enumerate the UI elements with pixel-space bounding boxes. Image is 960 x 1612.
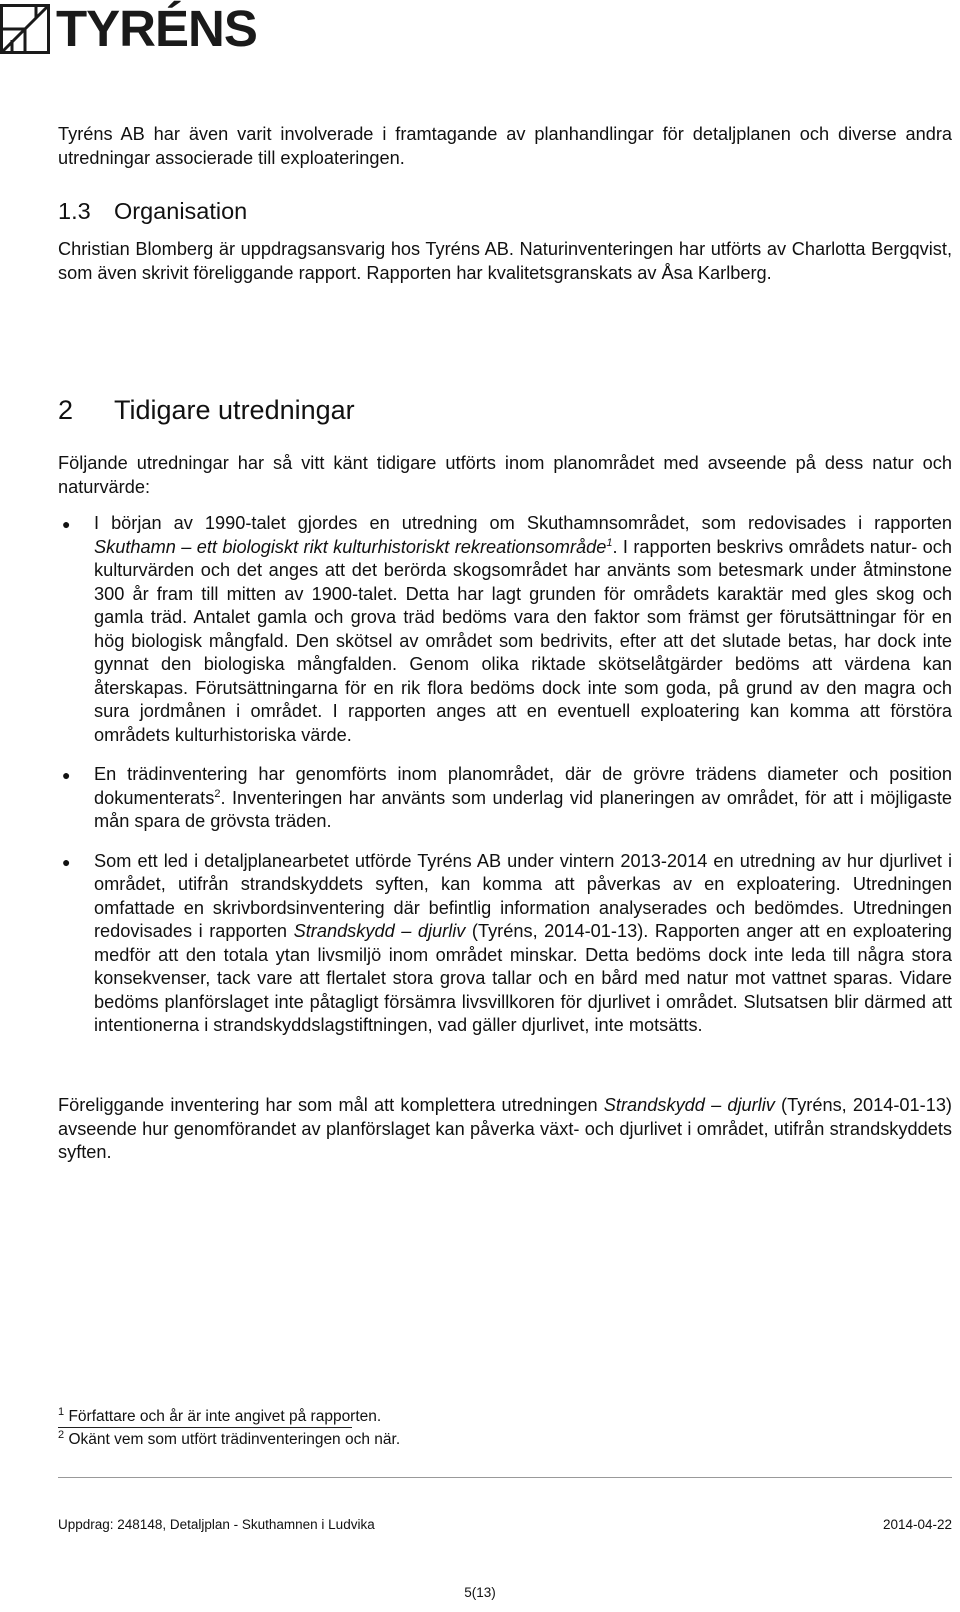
bullet-text: . Inventeringen har använts som underlag vid planeringen av området, för att i möjligaste mån spara de grövsta träden. bbox=[94, 787, 952, 831]
report-title: Skuthamn – ett biologiskt rikt kulturhistoriskt rekreationsområde bbox=[94, 536, 607, 557]
footnote-number: 1 bbox=[58, 1405, 65, 1418]
section-heading-2 bbox=[58, 393, 355, 427]
bullet-icon: ● bbox=[62, 853, 71, 870]
utredningar-list bbox=[58, 512, 952, 1038]
intro-paragraph: Tyréns AB har även varit involverade i framtagande av planhandlingar för detaljplanen och diverse andra utredningar associerade till exploateringen. bbox=[58, 124, 952, 168]
bullet-text: . I rapporten beskrivs områdets natur- och kulturvärden och det anges att det berörda skogsområdet har använts som betesmark under åtminstone 300 år fram till mitten av 1900-talet. Detta har lagt grunden för områdets karaktär med gles skog och gamla träd. Antalet gamla och grova träd bedöms vara den faktor som främst ger förutsättningar för en hög biologisk mångfald. Den skötsel av området som bedrivits, efter att det slutade betas, har dock inte gynnat den biologiska mångfalden. Genom olika riktade skötselåtgärder bedöms att värdena kan återskapas. Förutsättningarna för en rik flora bedöms dock inte som goda, på grund av den magra och sura jordmånen i området. I rapporten anges att en eventuell exploatering kan komma att förstöra områdets kulturhistoriska värde. bbox=[94, 536, 952, 745]
footnote-text: Författare och år är inte angivet på rapporten. bbox=[68, 1408, 382, 1425]
list-item bbox=[58, 512, 952, 747]
bullet-text: I början av 1990-talet gjordes en utredning om Skuthamnsområdet, som redovisades i rapporten bbox=[94, 513, 952, 533]
tyrens-logo-icon bbox=[0, 4, 50, 54]
footer-project: Uppdrag: 248148, Detaljplan - Skuthamnen i Ludvika bbox=[58, 1517, 375, 1532]
organisation-paragraph: Christian Blomberg är uppdragsansvarig hos Tyréns AB. Naturinventeringen har utförts av Charlotta Bergqvist, som även skrivit föreliggande rapport. Rapporten har kvalitetsgranskats av Åsa Karlberg. bbox=[58, 239, 952, 283]
page-number: 5(13) bbox=[464, 1585, 496, 1600]
report-title: Strandskydd – djurliv bbox=[293, 921, 466, 941]
footnote-ref: 1 bbox=[606, 536, 613, 549]
footnote-divider bbox=[58, 1427, 352, 1428]
footnote bbox=[58, 1407, 381, 1427]
bullet-text: Som ett led i detaljplanearbetet utförde Tyréns AB under vintern 2013-2014 en utredning av hur djurlivet i området, utifrån strandskyddets syften, kan komma att påverkas av en exploatering. Utredningen omfattade en skrivbordsinventering där befintlig information analyserades och bedömdes. Utredningen redovisades i rapporten bbox=[94, 850, 952, 941]
section-2-intro: Följande utredningar har så vitt känt tidigare utförts inom planområdet med avseende på dess natur och naturvärde: bbox=[58, 453, 952, 497]
footnote bbox=[58, 1430, 400, 1450]
bullet-icon: ● bbox=[62, 516, 71, 532]
closing-paragraph bbox=[58, 1094, 952, 1165]
tyrens-logo bbox=[0, 0, 257, 57]
bullet-text: (Tyréns, 2014-01-13). Rapporten anger att en exploatering medför att den totala ytan livsmiljö inom området minskar. Detta bedöms dock inte leda till några stora konsekvenser, tack vare att flertalet stora grova tallar och en bård med natur mot vattnet sparas. Vidare bedöms planförslaget inte påtagligt försämra livsvillkoren för djurlivet i området. Slutsatsen blir därmed att intentionerna i strandskyddslagstiftningen, vad gäller djurlivet, inte motsätts. bbox=[94, 921, 952, 1035]
report-title: Strandskydd – djurliv bbox=[603, 1095, 775, 1115]
bullet-icon: ● bbox=[62, 767, 71, 783]
section-number: 2 bbox=[58, 395, 74, 425]
list-item bbox=[58, 850, 952, 1038]
footnote-text: Okänt vem som utfört trädinventeringen och när. bbox=[68, 1431, 401, 1448]
closing-text: Föreliggande inventering har som mål att komplettera utredningen bbox=[58, 1095, 604, 1115]
section-number: 1.3 bbox=[58, 198, 91, 224]
footnote-ref: 2 bbox=[214, 787, 221, 800]
section-title: Organisation bbox=[114, 198, 248, 224]
footer-date: 2014-04-22 bbox=[882, 1517, 952, 1532]
bullet-text: En trädinventering har genomförts inom planområdet, där de grövre trädens diameter och position dokumenterats bbox=[94, 764, 952, 808]
closing-text: (Tyréns, 2014-01-13) avseende hur genomförandet av planförslaget kan påverka växt- och djurlivet i området, utifrån strandskyddets syften. bbox=[58, 1095, 952, 1162]
section-title: Tidigare utredningar bbox=[114, 395, 355, 425]
list-item bbox=[58, 763, 952, 834]
logo-text: TYRÉNS bbox=[56, 0, 257, 57]
footer-divider bbox=[58, 1477, 952, 1478]
footnote-number: 2 bbox=[58, 1428, 65, 1441]
section-heading-1-3 bbox=[58, 196, 247, 226]
